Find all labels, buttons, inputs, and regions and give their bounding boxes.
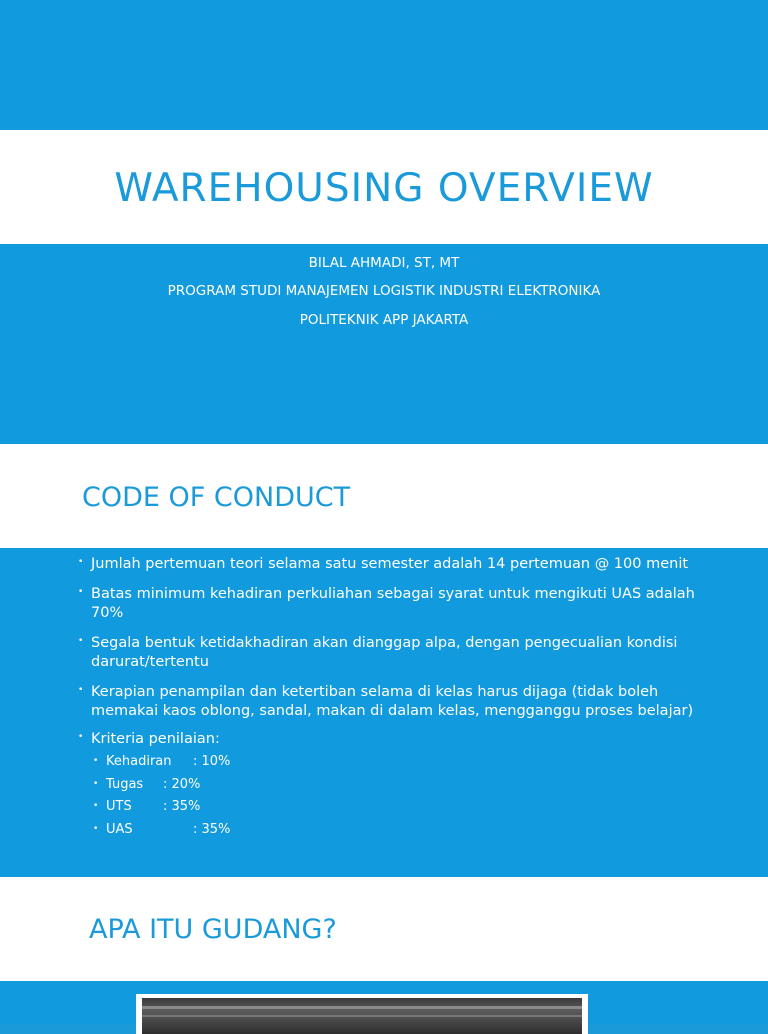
author-name: BILAL AHMADI, ST, MT — [308, 255, 460, 271]
warehouse-image-content — [142, 998, 582, 1034]
slide1-subtitle-band — [0, 244, 768, 444]
criteria-value: : 10% — [193, 754, 231, 769]
criteria-item — [91, 796, 698, 819]
criteria-name: UAS — [106, 821, 133, 837]
criteria-value: : 35% — [163, 799, 201, 814]
criteria-item — [91, 819, 698, 842]
criteria-list — [91, 751, 698, 841]
list-item: • Jumlah pertemuan teori selama satu semester adalah 14 pertemuan @ 100 menit — [78, 555, 698, 574]
criteria-name: Kehadiran — [106, 754, 172, 769]
slide1-header-band — [0, 0, 768, 130]
slide1-title: WAREHOUSING OVERVIEW — [114, 166, 654, 211]
criteria-heading: Kriteria penilaian: — [91, 731, 220, 747]
code-of-conduct-list — [78, 555, 698, 841]
study-program: PROGRAM STUDI MANAJEMEN LOGISTIK INDUSTRI ELEKTRONIKA — [167, 283, 601, 299]
criteria-name: Tugas — [106, 776, 144, 792]
criteria-value: : 20% — [163, 776, 201, 792]
institution: POLITEKNIK APP JAKARTA — [299, 312, 469, 328]
image-detail — [142, 1006, 582, 1009]
criteria-item — [91, 774, 698, 797]
list-item: • Kerapian penampilan dan ketertiban selama di kelas harus dijaga (tidak boleh memakai kaos oblong, sandal, makan di dalam kelas, mengganggu proses belajar) — [78, 683, 698, 721]
slide3-title: APA ITU GUDANG? — [89, 914, 337, 945]
warehouse-image — [136, 994, 588, 1034]
criteria-value: : 35% — [193, 821, 231, 837]
list-item: • Batas minimum kehadiran perkuliahan sebagai syarat untuk mengikuti UAS adalah 70% — [78, 585, 698, 623]
slide2-title: CODE OF CONDUCT — [82, 482, 351, 513]
criteria-item — [91, 751, 698, 774]
list-item: • Segala bentuk ketidakhadiran akan dianggap alpa, dengan pengecualian kondisi darurat/tertentu — [78, 634, 698, 672]
image-detail — [142, 1015, 582, 1017]
list-item-criteria — [78, 730, 698, 841]
criteria-name: UTS — [106, 799, 132, 814]
